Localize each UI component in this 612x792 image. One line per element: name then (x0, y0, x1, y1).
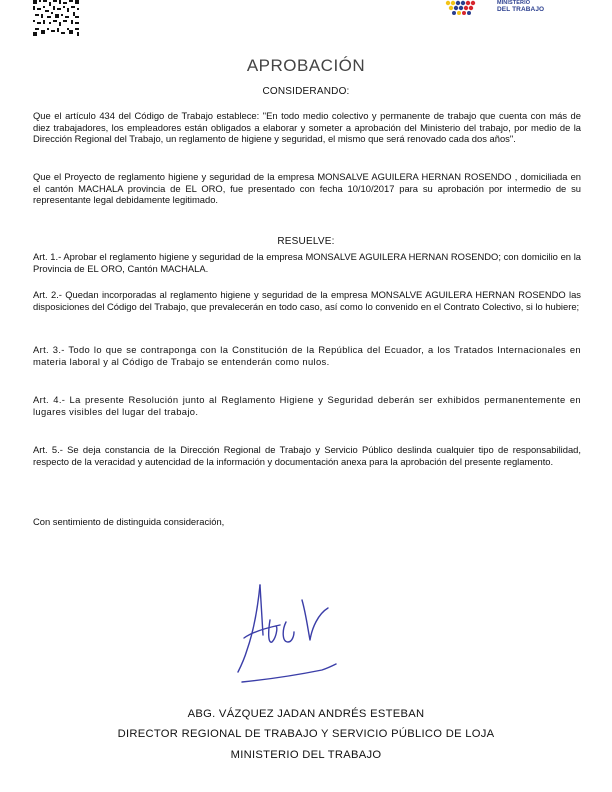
logo-line2: DEL TRABAJO (497, 5, 545, 13)
paragraph-proyecto: Que el Proyecto de reglamento higiene y seguridad de la empresa MONSALVE AGUILERA HERNAN ROSENDO , domiciliada en el cantón MACHALA provincia de EL ORO, fue presentado con fecha 10/10/2017 para su aprobación por intermedio de su representante legal debidamente legitimado. (33, 171, 581, 206)
closing-line: Con sentimiento de distinguida consideración, (33, 516, 225, 527)
qr-code (33, 0, 79, 36)
signatory-name: ABG. VÁZQUEZ JADAN ANDRÉS ESTEBAN (187, 708, 425, 720)
considerando-heading: CONSIDERANDO: (262, 86, 350, 97)
signatory-position: DIRECTOR REGIONAL DE TRABAJO Y SERVICIO PÚBLICO DE LOJA (117, 728, 495, 740)
article-4: Art. 4.- La presente Resolución junto al Reglamento Higiene y Seguridad deberán ser exhibidos permanentemente en lugares visibles del lugar del trabajo. (33, 394, 581, 417)
article-1: Art. 1.- Aprobar el reglamento higiene y seguridad de la empresa MONSALVE AGUILERA HERNAN ROSENDO; con domicilio en la Provincia de EL ORO, Cantón MACHALA. (33, 251, 581, 274)
document-title: APROBACIÓN (246, 56, 366, 75)
ministry-logo-text (497, 0, 544, 13)
logo-line1: MINISTERIO (497, 0, 531, 6)
article-5: Art. 5.- Se deja constancia de la Dirección Regional de Trabajo y Servicio Público deslinda cualquier tipo de responsabilidad, respecto de la veracidad y autencidad de la información y documentación anexa para la aprobación del presente reglamento. (33, 444, 581, 467)
signatory-institution: MINISTERIO DEL TRABAJO (230, 749, 382, 761)
resuelve-heading: RESUELVE: (277, 236, 335, 247)
handwritten-signature (232, 580, 342, 690)
article-2: Art. 2.- Quedan incorporadas al reglamento higiene y seguridad de la empresa MONSALVE AGUILERA HERNAN ROSENDO las disposiciones del Código del Trabajo, que prevalecerán en todo caso, así como lo convenido en el Contrato Colectivo, si lo hubiere; (33, 289, 581, 312)
article-3: Art. 3.- Todo lo que se contraponga con la Constitución de la República del Ecuador, a los Tratados Internacionales en materia laboral y al Código de Trabajo se entenderán como nulos. (33, 344, 581, 367)
paragraph-article-434: Que el artículo 434 del Código de Trabajo establece: "En todo medio colectivo y permanente de trabajo que cuenta con más de diez trabajadores, los empleadores están obligados a elaborar y someter a aprobación del Ministerio del trabajo, por medio de la Dirección Regional del Trabajo, un reglamento de higiene y seguridad, el mismo que será renovado cada dos años". (33, 110, 581, 145)
